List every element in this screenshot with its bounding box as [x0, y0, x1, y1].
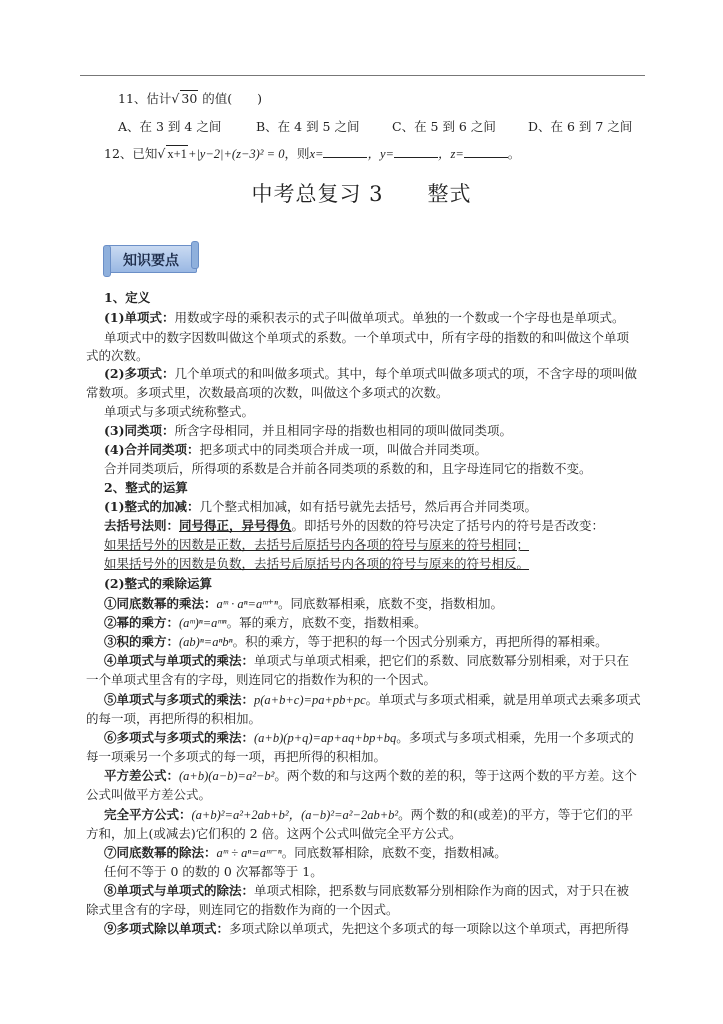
- ps-text: 。两个数的和(或差)的平方，等于它们的平: [398, 807, 633, 822]
- r4-text: 单项式与单项式相乘，把它们的系数、同底数幂分别相乘，对于只在: [254, 653, 630, 668]
- rule-6: [104, 730, 634, 746]
- z-answer-blank[interactable]: [464, 145, 508, 158]
- def-2: [104, 366, 637, 382]
- def-1: [104, 310, 625, 326]
- bracket-rule-negative: 如果括号外的因数是负数，去括号后原括号内各项的符号与原来的符号相反。: [104, 556, 530, 571]
- q11-suffix: 的值( ): [202, 91, 263, 106]
- rule-9: [104, 921, 629, 937]
- d2-text: 几个单项式的和叫做多项式。其中，每个单项式叫做多项式的项，不含字母的项叫做: [174, 366, 638, 381]
- r7-text: 。同底数幂相除，底数不变，指数相减。: [281, 845, 507, 860]
- q12-prefix: 12、已知: [104, 146, 158, 161]
- bracket-rule-positive: 如果括号外的因数是正数，去括号后原括号内各项的符号与原来的符号相同；: [104, 537, 530, 552]
- s2-text: 2、整式的运算: [104, 480, 188, 495]
- q11-option-d: D、在 6 到 7 之间: [528, 119, 633, 134]
- rule-underlined: 同号得正，异号得负: [179, 518, 292, 533]
- op-2-heading: [104, 576, 212, 592]
- o2-head: (2)整式的乘除运算: [104, 576, 213, 591]
- r1-head: ①同底数幂的乘法：: [104, 596, 217, 611]
- q12-y-label: ，y=: [367, 147, 394, 161]
- diff-squares: [104, 768, 637, 784]
- rule-1: [104, 596, 503, 612]
- section-1-heading: [104, 290, 150, 306]
- q11-prefix: 11、估计: [118, 91, 172, 106]
- d1-text: 用数或字母的乘积表示的式子叫做单项式。单独的一个数或一个字母也是单项式。: [174, 310, 625, 325]
- section-2-heading: [104, 480, 188, 496]
- page-title: 中考总复习 3 整式: [251, 182, 472, 206]
- op-1: [104, 499, 537, 515]
- rule-8-cont: 除式里含有的字母，则连同它的指数作为商的一个因式。: [86, 902, 399, 917]
- o1-text: 几个整式相加减，如有括号就先去括号，然后再合并同类项。: [199, 499, 538, 514]
- r3-head: ③积的乘方：: [104, 634, 180, 649]
- o1-head: (1)整式的加减：: [104, 499, 200, 514]
- q11-radicand: 30: [181, 91, 198, 106]
- r4-head: ④单项式与单项式的乘法：: [104, 653, 255, 668]
- section-banner: [103, 241, 199, 275]
- d4-text: 把多项式中的同类项合并成一项，叫做合并同类项。: [199, 442, 488, 457]
- r6-text: 。多项式与多项式相乘，先用一个多项式的: [396, 730, 634, 745]
- r6-head: ⑥多项式与多项式的乘法：: [104, 730, 255, 745]
- ps-formula: (a+b)²=a²+2ab+b²，(a−b)²=a²−2ab+b²: [191, 808, 399, 822]
- r8-head: ⑧单项式与单项式的除法：: [104, 883, 255, 898]
- q12-expression: +|y−2|+(z−3)² = 0: [187, 147, 285, 161]
- sq-text: 。两个数的和与这两个数的差的积，等于这两个数的平方差。这个: [274, 768, 637, 783]
- diff-squares-cont: 公式叫做平方差公式。: [86, 787, 212, 802]
- r5-text: 。单项式与多项式相乘，就是用单项式去乘多项式: [365, 692, 641, 707]
- r7-formula: aᵐ ÷ aⁿ=aᵐ⁻ⁿ: [216, 846, 282, 860]
- d4-head: (4)合并同类项：: [104, 442, 200, 457]
- ps-head: 完全平方公式：: [104, 807, 192, 822]
- rule-8: [104, 883, 629, 899]
- def-3: [104, 423, 512, 439]
- bracket-rule: [104, 518, 604, 534]
- def-4: [104, 442, 487, 458]
- r3-formula: (ab)ⁿ=aⁿbⁿ: [179, 635, 233, 649]
- q12-then: ，则: [284, 146, 310, 161]
- def-2-cont: 常数项。多项式里，次数最高项的次数，叫做这个多项式的次数。: [86, 385, 449, 400]
- sqrt-icon: √: [157, 146, 166, 161]
- q12-radicand: x+1: [167, 147, 187, 161]
- q11-option-a: A、在 3 到 4 之间: [118, 119, 222, 134]
- rule-7-para2: 任何不等于 0 的数的 0 次幂都等于 1。: [104, 864, 323, 879]
- question-11: [118, 90, 262, 107]
- perfect-square-cont: 方和，加上(或减去)它们积的 2 倍。这两个公式叫做完全平方公式。: [86, 826, 462, 841]
- r6-formula: (a+b)(p+q)=ap+aq+bp+bq: [254, 731, 397, 745]
- d3-text: 所含字母相同，并且相同字母的指数也相同的项叫做同类项。: [174, 423, 513, 438]
- sq-formula: (a+b)(a−b)=a²−b²: [179, 769, 275, 783]
- question-12: [104, 145, 520, 162]
- r9-text: 多项式除以单项式，先把这个多项式的每一项除以这个单项式，再把所得: [229, 921, 630, 936]
- y-answer-blank[interactable]: [394, 145, 438, 158]
- rule-5: [104, 692, 641, 708]
- rule-3: [104, 634, 608, 650]
- q12-z-label: ，z=: [437, 147, 464, 161]
- q11-option-c: C、在 5 到 6 之间: [392, 119, 496, 134]
- perfect-square: [104, 807, 633, 823]
- q11-option-b: B、在 4 到 5 之间: [256, 119, 360, 134]
- sq-head: 平方差公式：: [104, 768, 180, 783]
- s1-text: 1、定义: [104, 290, 151, 305]
- r2-head: ②幂的乘方：: [104, 615, 180, 630]
- d1-head: (1)单项式：: [104, 310, 175, 325]
- rule-head: 去括号法则：: [104, 518, 180, 533]
- header-rule: [80, 75, 645, 76]
- def-1-para2-cont: 式的次数。: [86, 348, 149, 363]
- d3-head: (3)同类项：: [104, 423, 175, 438]
- r5-head: ⑤单项式与多项式的乘法：: [104, 692, 255, 707]
- r2-text: 。幂的乘方，底数不变，指数相乘。: [226, 615, 427, 630]
- r3-text: 。积的乘方，等于把积的每一个因式分别乘方，再把所得的幂相乘。: [232, 634, 608, 649]
- r8-text: 单项式相除，把系数与同底数幂分别相除作为商的因式，对于只在被: [254, 883, 630, 898]
- x-answer-blank[interactable]: [323, 145, 367, 158]
- rule-6-cont: 每一项乘另一个多项式的每一项，再把所得的积相加。: [86, 749, 387, 764]
- sqrt-icon: √: [171, 91, 180, 106]
- rule-4-cont: 一个单项式里含有的字母，则连同它的指数作为积的一个因式。: [86, 672, 437, 687]
- r2-formula: (aᵐ)ⁿ=aᵐⁿ: [179, 616, 227, 630]
- banner-label: 知识要点: [123, 253, 179, 269]
- d2-head: (2)多项式：: [104, 366, 175, 381]
- def-1-para2: 单项式中的数字因数叫做这个单项式的系数。一个单项式中，所有字母的指数的和叫做这个单项: [104, 330, 630, 345]
- q12-x-label: x=: [309, 147, 324, 161]
- q12-end: 。: [507, 146, 521, 161]
- rule-2: [104, 615, 427, 631]
- def-2-para2: 单项式与多项式统称整式。: [104, 404, 255, 419]
- r9-head: ⑨多项式除以单项式：: [104, 921, 230, 936]
- rule-7: [104, 845, 507, 861]
- rule-5-cont: 的每一项，再把所得的积相加。: [86, 711, 262, 726]
- def-4-para2: 合并同类项后，所得项的系数是合并前各同类项的系数的和，且字母连同它的指数不变。: [104, 461, 592, 476]
- rule-text: 。即括号外的因数的符号决定了括号内的符号是否改变：: [291, 518, 605, 533]
- r5-formula: p(a+b+c)=pa+pb+pc: [254, 693, 366, 707]
- rule-4: [104, 653, 629, 669]
- r1-formula: aᵐ · aⁿ=aᵐ⁺ⁿ: [216, 597, 278, 611]
- r7-head: ⑦同底数幂的除法：: [104, 845, 217, 860]
- r1-text: 。同底数幂相乘，底数不变，指数相加。: [277, 596, 503, 611]
